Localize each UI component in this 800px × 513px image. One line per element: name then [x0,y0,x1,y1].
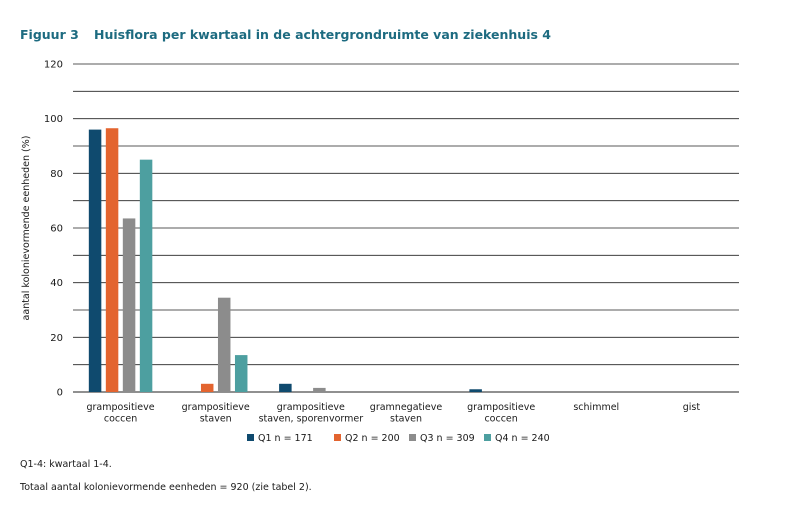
figure-title-text: Huisflora per kwartaal in de achtergrondruimte van ziekenhuis 4 [94,27,551,42]
x-category-label: grampositieve staven [181,402,250,425]
bar-q4-cat1 [140,160,153,392]
footnote-quarters: Q1-4: kwartaal 1-4. [20,459,112,470]
gridlines [73,64,739,392]
bar-q1-cat3 [279,384,292,392]
legend-item [409,433,475,444]
legend-swatch [247,434,254,441]
x-category-label: grampositieve coccen [86,402,155,425]
legend-item [247,433,313,444]
legend-item [334,433,400,444]
x-category-label: gramnegatieve staven [369,402,443,425]
y-axis-ticks [44,60,63,399]
legend-label: Q3 n = 309 [420,433,475,444]
y-axis-label: aantal kolonievormende eenheden (%) [21,135,32,321]
figure-number: Figuur 3 [20,27,79,42]
y-tick-label: 20 [50,332,63,344]
y-tick-label: 60 [50,223,63,235]
bar-q3-cat1 [123,218,136,392]
legend-swatch [334,434,341,441]
legend-swatch [484,434,491,441]
y-tick-label: 40 [50,278,63,290]
bars [89,128,482,392]
legend-swatch [409,434,416,441]
bar-q3-cat3 [313,388,326,392]
bar-q1-cat1 [89,130,102,392]
y-tick-label: 100 [43,114,63,126]
y-tick-label: 80 [50,168,63,180]
legend-label: Q1 n = 171 [258,433,313,444]
x-category-label: grampositieve coccen [467,402,536,425]
bar-q2-cat2 [201,384,214,392]
legend-label: Q2 n = 200 [345,433,400,444]
bar-q3-cat2 [218,298,231,392]
bar-q1-cat5 [469,389,482,392]
y-tick-label: 0 [56,387,63,399]
x-axis-labels [87,402,701,425]
x-category-label: gist [682,402,701,413]
x-category-label: grampositieve staven, sporenvormer [258,402,364,425]
footnote-total: Totaal aantal kolonievormende eenheden = 920 (zie tabel 2). [20,482,312,493]
y-tick-label: 120 [43,59,63,71]
bar-q4-cat2 [235,355,248,392]
bar-q2-cat1 [106,128,119,392]
x-category-label: schimmel [573,402,620,413]
legend-label: Q4 n = 240 [495,433,550,444]
legend [247,433,550,444]
legend-item [484,433,550,444]
